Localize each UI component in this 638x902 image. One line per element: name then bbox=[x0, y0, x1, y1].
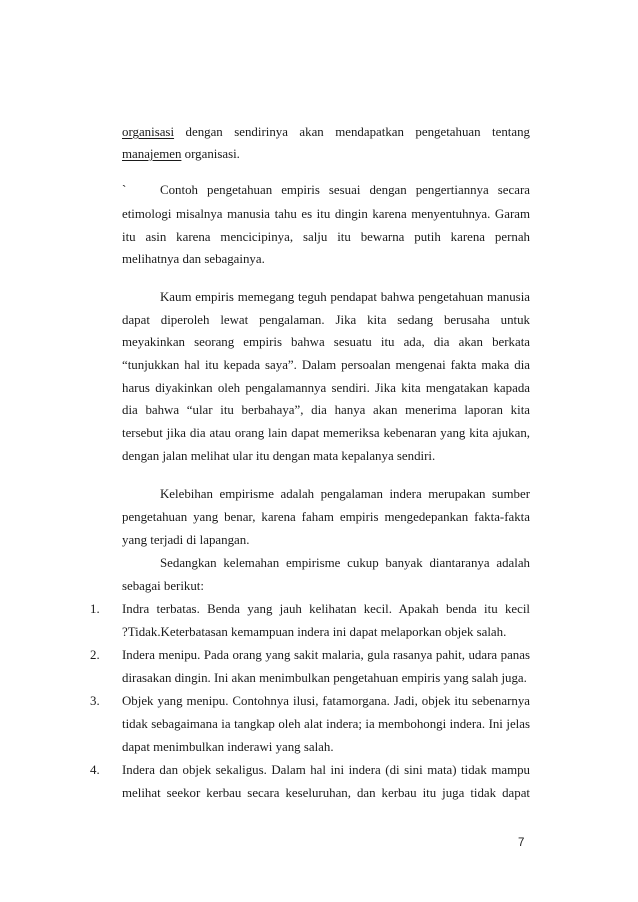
backtick-mark: ` bbox=[122, 183, 127, 197]
list-item-2-line-1: Indera menipu. Pada orang yang sakit malaria, gula rasanya pahit, udara panas bbox=[122, 648, 530, 662]
list-item-4-line-2: melihat seekor kerbau secara keseluruhan, dan kerbau itu juga tidak dapat bbox=[122, 786, 530, 800]
list-item-4-line-1: Indera dan objek sekaligus. Dalam hal ini indera (di sini mata) tidak mampu bbox=[122, 763, 530, 777]
page-number: 7 bbox=[518, 837, 525, 849]
paragraph4-line-1: Sedangkan kelemahan empirisme cukup banyak diantaranya adalah bbox=[160, 556, 530, 570]
intro-line-1: organisasi dengan sendirinya akan mendapatkan pengetahuan tentang bbox=[122, 125, 530, 139]
paragraph2-line-7: tersebut jika dia atau orang lain dapat memeriksa kebenaran yang kita ajukan, bbox=[122, 426, 530, 440]
paragraph3-line-1: Kelebihan empirisme adalah pengalaman indera merupakan sumber bbox=[160, 487, 530, 501]
intro-line-2: manajemen organisasi. bbox=[122, 147, 240, 161]
paragraph2-line-2: dapat diperoleh lewat pengalaman. Jika kita sedang berusaha untuk bbox=[122, 313, 530, 327]
organisasi-link: organisasi bbox=[122, 125, 175, 139]
list-item-1-number: 1. bbox=[90, 602, 100, 616]
list-item-1-line-1: Indra terbatas. Benda yang jauh kelihatan kecil. Apakah benda itu kecil bbox=[122, 602, 530, 616]
paragraph1-line-3: itu asin karena mencicipinya, salju itu bewarna putih karena pernah bbox=[122, 230, 530, 244]
paragraph1-line-4: melihatnya dan sebagainya. bbox=[122, 252, 265, 266]
list-item-4-number: 4. bbox=[90, 763, 100, 777]
list-item-3-line-3: dapat menimbulkan inderawi yang salah. bbox=[122, 740, 334, 754]
paragraph1-line-2: etimologi misalnya manusia tahu es itu dingin karena menyentuhnya. Garam bbox=[122, 207, 530, 221]
paragraph2-line-6: dia bahwa “ular itu berbahaya”, dia hanya akan menerima laporan kita bbox=[122, 403, 530, 417]
list-item-3-number: 3. bbox=[90, 694, 100, 708]
list-item-3-line-1: Objek yang menipu. Contohnya ilusi, fatamorgana. Jadi, objek itu sebenarnya bbox=[122, 694, 530, 708]
paragraph2-line-3: meyakinkan seorang empiris bahwa sesuatu itu ada, dia akan berkata bbox=[122, 335, 530, 349]
list-item-2-number: 2. bbox=[90, 648, 100, 662]
paragraph3-line-3: yang terjadi di lapangan. bbox=[122, 533, 250, 547]
paragraph2-line-1: Kaum empiris memegang teguh pendapat bahwa pengetahuan manusia bbox=[160, 290, 530, 304]
list-item-3-line-2: tidak sebagaimana ia tangkap oleh alat indera; ia membohongi indera. Ini jelas bbox=[122, 717, 530, 731]
paragraph1-line-1: Contoh pengetahuan empiris sesuai dengan pengertiannya secara bbox=[160, 183, 530, 197]
paragraph4-line-2: sebagai berikut: bbox=[122, 579, 204, 593]
paragraph3-line-2: pengetahuan yang benar, karena faham empiris mengedepankan fakta-fakta bbox=[122, 510, 530, 524]
paragraph2-line-4: “tunjukkan hal itu kepada saya”. Dalam persoalan mengenai fakta maka dia bbox=[122, 358, 530, 372]
paragraph2-line-5: harus diyakinkan oleh pengalamannya sendiri. Jika kita mengatakan kapada bbox=[122, 381, 530, 395]
manajemen-link: manajemen bbox=[122, 147, 182, 161]
list-item-2-line-2: dirasakan dingin. Ini akan menimbulkan pengetahuan empiris yang salah juga. bbox=[122, 671, 527, 685]
paragraph2-line-8: dengan jalan melihat ular itu dengan mata kepalanya sendiri. bbox=[122, 449, 436, 463]
list-item-1-line-2: ?Tidak.Keterbatasan kemampuan indera ini dapat melaporkan objek salah. bbox=[122, 625, 507, 639]
